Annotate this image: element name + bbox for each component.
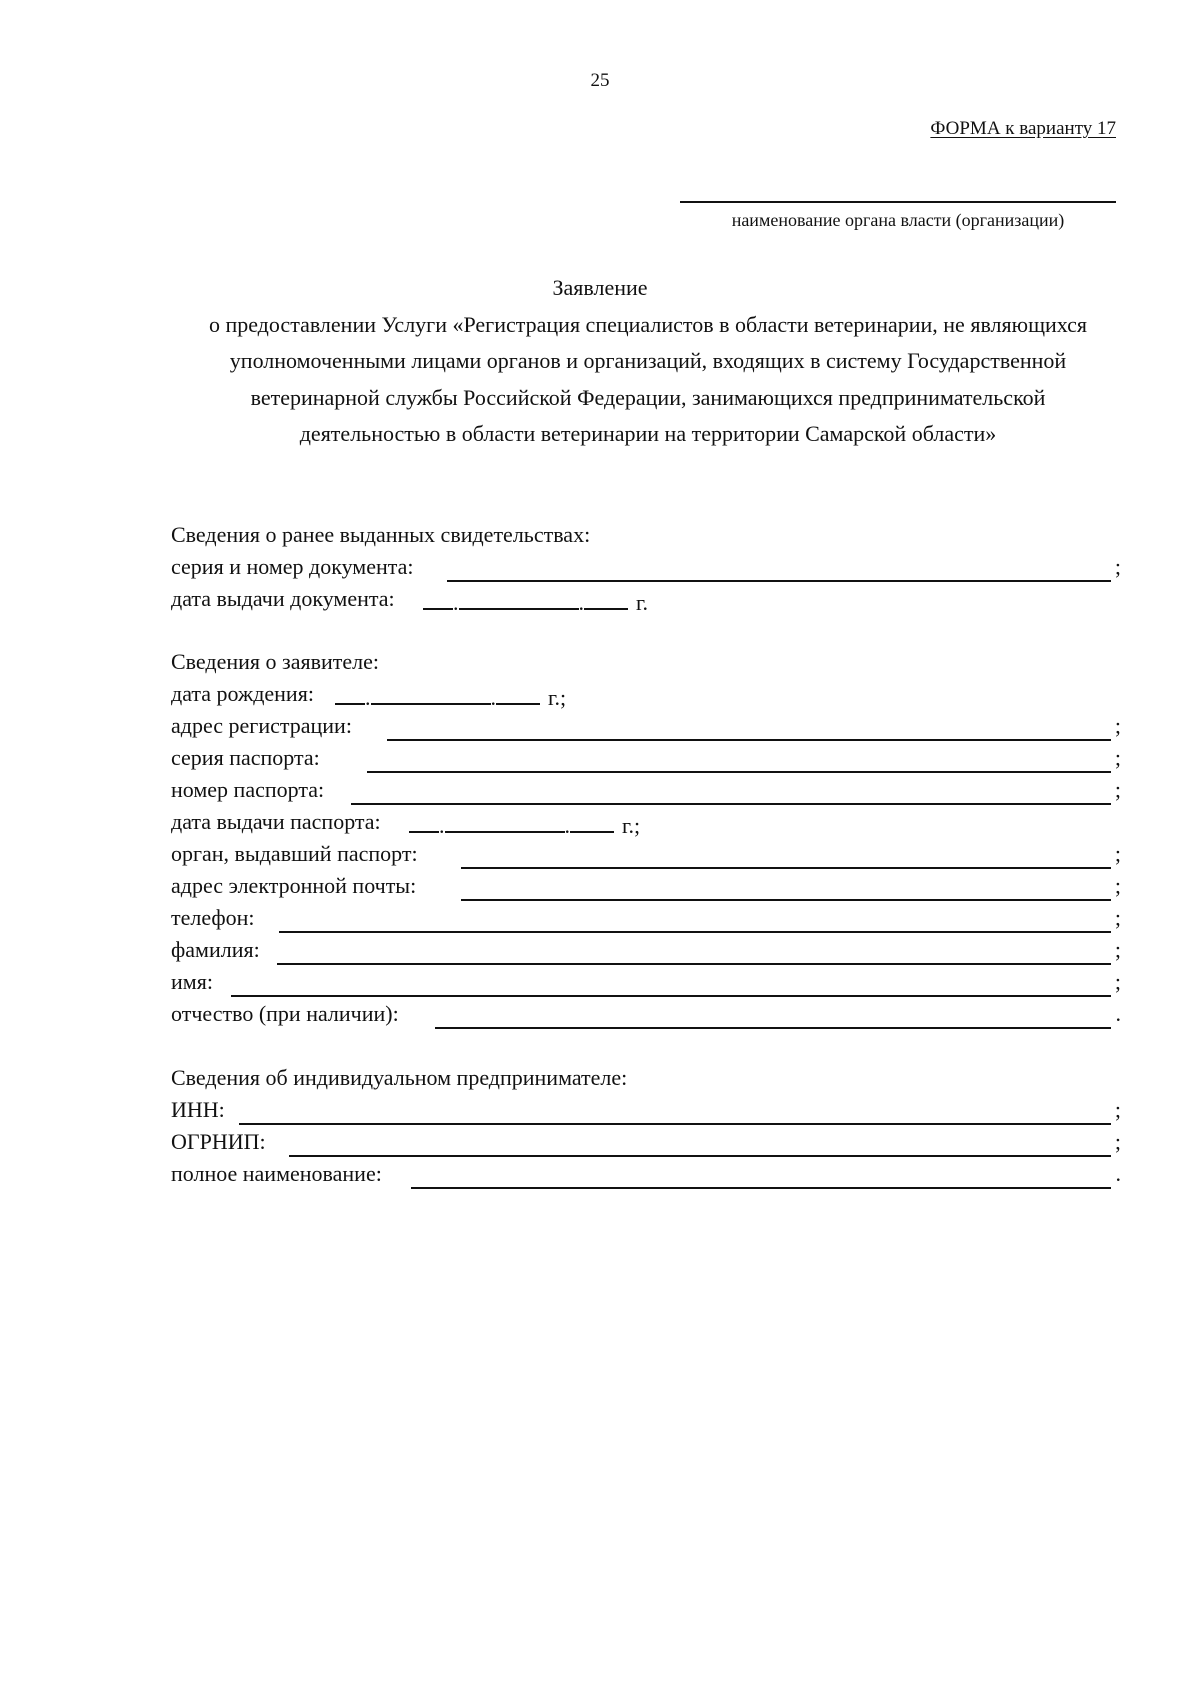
passport-issuer-row [171,841,1121,871]
semicolon: ; [1114,873,1121,898]
phone-field[interactable] [279,931,1111,933]
semicolon: ; [1114,905,1121,930]
passport-date-field[interactable] [409,809,640,839]
certificate-issue-date-field[interactable] [423,586,648,616]
first-name-row [171,969,1121,999]
registration-address-row [171,713,1121,743]
date-dot: . [490,685,496,710]
semicolon: ; [1114,554,1121,579]
semicolon: ; [1114,745,1121,770]
birth-date-field[interactable] [335,681,566,711]
inn-row [171,1097,1121,1127]
document-title: Заявление [552,275,648,300]
month-blank[interactable] [371,681,491,705]
inn-field[interactable] [239,1123,1111,1125]
patronymic-label: отчество (при наличии): [171,1001,399,1026]
year-suffix: г. [636,590,649,615]
org-name-field[interactable] [680,201,1116,203]
passport-series-row [171,745,1121,775]
passport-number-label: номер паспорта: [171,777,325,802]
year-blank[interactable] [584,586,628,610]
ogrnip-row [171,1129,1121,1159]
certificate-series-label: серия и номер документа: [171,554,414,579]
first-name-label: имя: [171,969,213,994]
document-subtitle: о предоставлении Услуги «Регистрация специалистов в области ветеринарии, не являющихся уполномоченными лицами органов и организаций, входящих в систему Государственной ветеринарной службы Российской Федерации, занимающихся предпринимательской деятельностью в области ветеринарии на территории Самарской области» [208,312,1088,446]
passport-series-field[interactable] [367,771,1111,773]
day-blank[interactable] [335,681,365,705]
year-suffix: г.; [622,813,641,838]
period: . [1115,1161,1121,1186]
passport-issuer-label: орган, выдавший паспорт: [171,841,418,866]
org-name-caption: наименование органа власти (организации) [731,210,1065,230]
ogrnip-label: ОГРНИП: [171,1129,266,1154]
first-name-field[interactable] [231,995,1111,997]
patronymic-field[interactable] [435,1027,1111,1029]
email-row [171,873,1121,903]
birth-date-label: дата рождения: [171,681,314,706]
semicolon: ; [1114,969,1121,994]
semicolon: ; [1114,937,1121,962]
full-name-label: полное наименование: [171,1161,382,1186]
year-blank[interactable] [496,681,540,705]
period: . [1115,1001,1121,1026]
month-blank[interactable] [459,586,579,610]
passport-issuer-field[interactable] [461,867,1111,869]
certificate-series-field[interactable] [447,580,1111,582]
registration-address-label: адрес регистрации: [171,713,352,738]
year-blank[interactable] [570,809,614,833]
day-blank[interactable] [423,586,453,610]
ogrnip-field[interactable] [289,1155,1111,1157]
surname-field[interactable] [277,963,1111,965]
semicolon: ; [1114,841,1121,866]
certificate-issue-date-label: дата выдачи документа: [171,586,395,611]
form-label: ФОРМА к варианту 17 [930,118,1116,139]
certificates-heading: Сведения о ранее выданных свидетельствах: [171,522,591,547]
passport-number-row [171,777,1121,807]
year-suffix: г.; [548,685,567,710]
phone-label: телефон: [171,905,255,930]
semicolon: ; [1114,1129,1121,1154]
birth-date-row [171,681,1121,711]
semicolon: ; [1114,1097,1121,1122]
phone-row [171,905,1121,935]
month-blank[interactable] [445,809,565,833]
date-dot: . [365,685,371,710]
certificate-series-row [171,554,1121,584]
registration-address-field[interactable] [387,739,1111,741]
date-dot: . [439,813,445,838]
email-label: адрес электронной почты: [171,873,417,898]
certificate-issue-date-row [171,586,1121,616]
passport-date-label: дата выдачи паспорта: [171,809,381,834]
semicolon: ; [1114,713,1121,738]
surname-label: фамилия: [171,937,260,962]
inn-label: ИНН: [171,1097,225,1122]
date-dot: . [578,590,584,615]
passport-series-label: серия паспорта: [171,745,320,770]
applicant-heading: Сведения о заявителе: [171,649,380,674]
patronymic-row [171,1001,1121,1031]
day-blank[interactable] [409,809,439,833]
passport-number-field[interactable] [351,803,1111,805]
surname-row [171,937,1121,967]
date-dot: . [564,813,570,838]
passport-date-row [171,809,1121,839]
semicolon: ; [1114,777,1121,802]
full-name-field[interactable] [411,1187,1111,1189]
email-field[interactable] [461,899,1111,901]
page-number: 25 [590,70,610,91]
date-dot: . [453,590,459,615]
entrepreneur-heading: Сведения об индивидуальном предпринимателе: [171,1065,628,1090]
full-name-row [171,1161,1121,1191]
